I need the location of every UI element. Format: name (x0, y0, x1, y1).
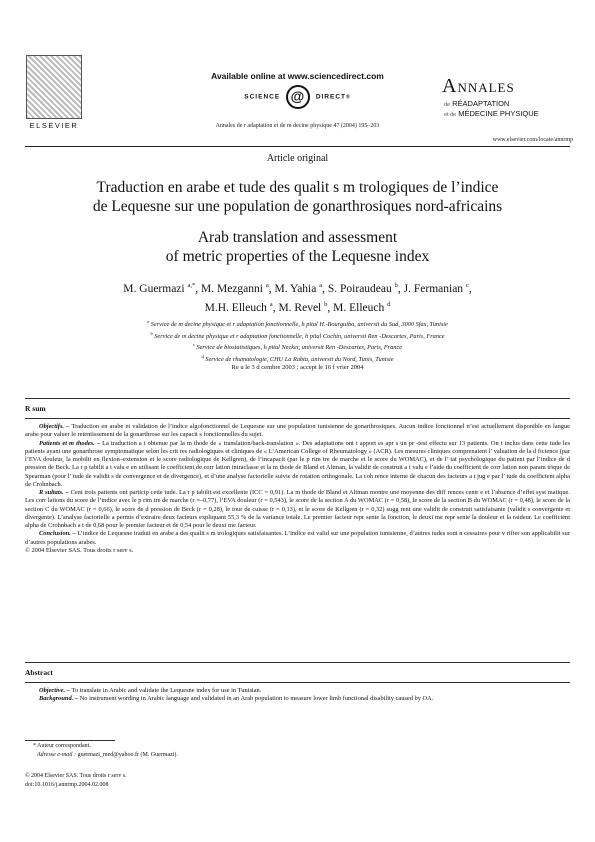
doi-link[interactable]: doi:10.1016/j.annrmp.2004.02.008 (25, 781, 109, 788)
resume-conclusion: Conclusion. – L’indice de Lequesne traduit en arabe a des qualit s m trologiques satisfaisantes. L’indice est valid sur une population tunisienne, d’autres tudes sont n cessaires pour v rifier son applicabilit sur d’autres populations arabes. (25, 530, 570, 546)
journal-url-link[interactable]: www.elsevier.com/locate/annrmp (492, 137, 573, 143)
journal-logo-title: ANNALES (442, 75, 515, 97)
corresponding-author-note: * Auteur correspondant. (33, 743, 91, 749)
author[interactable]: S. Poiraudeau $^b$ (327, 282, 398, 295)
email-link[interactable]: guermazi_med@yahoo.fr (M. Guermazi). (76, 751, 178, 758)
article-type: Article original (266, 153, 329, 164)
title-english: Arab translation and assessment of metric properties of the Lequesne index (165, 229, 430, 265)
sd-at-icon: @ (286, 85, 310, 109)
affiliation: $^a$ Service de m decine physique et r adaptation fonctionnelle, h pital H.-Bourguiba, universit du Sud, 3000 Sfax, Tunisie (147, 319, 448, 329)
available-online-text[interactable]: Available online at www.sciencedirect.com (211, 71, 384, 81)
journal-logo (430, 75, 570, 130)
email-note: Adresse e-mail : guermazi_med@yahoo.fr (M. Guermazi). (37, 751, 178, 758)
affiliation-list (40, 318, 555, 365)
author[interactable]: M. Revel $^b$ (278, 300, 328, 314)
author-list: M. Guermazi $^{a,*}$, M. Mezganni $^a$, M. Yahia $^a$, S. Poiraudeau $^b$, J. Fermanian $^c$, M.H. Elleuch $^a$, M. Revel $^b$, M. Elleuch $^d$ (123, 282, 472, 314)
sd-left-word: SCIENCE (244, 93, 281, 101)
bottom-info (25, 772, 325, 789)
title-french: Traduction en arabe et tude des qualit s m trologiques de l’indice de Lequesne sur une population de gonarthrosiques nord-africains (92, 179, 503, 215)
author[interactable]: M. Guermazi $^{a,*}$ (123, 282, 196, 295)
author[interactable]: J. Fermanian $^c$ (403, 282, 469, 295)
resume-heading: R sum (25, 404, 46, 413)
received-dates: Re u le 3 d cembre 2003 ; accept le 16 f vrier 2004 (231, 364, 364, 371)
abstract-body (25, 687, 570, 704)
resume-methodes: Patients et m thodes. – La traduction a t obtenue par la m thode de « translation/back-translation ». Des adaptations ont t apport es apr s un pr -test effectu sur 13 patients. On t inclus dans cette tude les patients ayant une gonarthrose symptomatique selon les crit res radiologiques et cliniques de « L’American College of Rheumatology » (ACR). Les mesures cliniques comprenaient l’ valuation de la d ficience (par l’EVA douleur, la mobilit en flexion–extension et le score radiologique de Kellgren), de l’incapacit (par le p rim tre de marche et le score du WOMAC), et de l’ tat psychologique du patient par l’indice de d pression de Beck. La r p tabilit a t valu e en utilisant le coefficient de corr lation intraclasse et la m thode de Bland et Altman, la validit de construit a t valu e l’aide du coefficient de corr lation non param trique de Spearman (pour l’ tude de validit s de convergence et de divergence), et d’une analyse factorielle suivie de rotation orthogonale. La coh rence interne de chacun des facteurs a t jug e par l’ tude du coefficient alpha de Crohnbach. (25, 439, 571, 488)
resume-top-rule (25, 398, 570, 399)
affiliation: $^b$ Service de m decine physique et r adaptation fonctionnelle, h pital Cochin, universit Ren -Descartes, Paris, France (150, 330, 445, 340)
abstract-heading: Abstract (25, 668, 53, 677)
footnote-rule (25, 740, 115, 741)
affiliation: $^c$ Service de biostatistiques, h pital Necker, universit Ren -Descartes, Paris, France (192, 342, 403, 352)
sd-right-word: DIRECT (315, 93, 347, 101)
resume-objectifs: Objectifs. – Traduction en arabe et validation de l’indice algofonctionnel de Lequesne sur une population tunisienne de gonarthrosiques. Aucun indice fonctionnel n’est actuellement disponible en langue arabe pour valuer le retentissement de la gonarthrose sur les capacit s fonctionnelles du sujet. (25, 423, 570, 439)
abstract-top-rule (25, 662, 570, 663)
elsevier-wordmark: ELSEVIER (29, 121, 79, 130)
author[interactable]: M. Yahia $^a$ (274, 282, 323, 295)
abstract-heading-rule (25, 682, 570, 683)
affiliation: $^d$ Service de rhumatologie, CHU La Rabta, universit du Nord, Tunis, Tunisie (201, 354, 394, 364)
resume-copyright: © 2004 Elsevier SAS. Tous droits r serv s. (25, 546, 134, 554)
sciencedirect-logo[interactable]: SCIENCE @ DIRECT® (0, 85, 595, 109)
abstract-objective: Objective. – To translate in Arabic and validate the Lequesne index for use in Tunisian. (39, 687, 262, 694)
journal-logo-line1: de RÉADAPTATION (444, 99, 510, 108)
author[interactable]: M.H. Elleuch $^a$ (204, 300, 273, 314)
resume-resultats: R sultats. – Cent trois patients ont particip cette tude. La r p tabilit est excellente (ICC = 0,91). La m thode de Bland et Altman montre une moyenne des diff rences centr e et l’absence d’effet syst matique. Les corr lations du score de l’indice avec le p rim tre de marche (r =–0,77), l’EVA douleur (r = 0,543), le score de la section A du WOMAC (r = 0,58), le score de la section B du WOMAC (r = 0,48), le score de la section C du WOMAC (r = 0,66), le score de d pression de Beck (r = 0,28), le tour de cuisse (r = 0,13), et le score de Kellgren (r = 0,32) sugg rent une validit de construit satisfaisante (validit s convergente et divergente). L’analyse factorielle a permis d’extraire deux facteurs expliquant 55,3 % de la variance totale. Le premier facteur repr sente la fonction, le deuxi me repr sente la douleur et la raideur. Le coefficient alpha de Crohnbach a t de 0,68 pour le premier facteur et de 0,54 pour le deuxi me facteur. (25, 489, 570, 529)
author[interactable]: M. Elleuch $^d$ (333, 300, 391, 314)
abstract-background: Background. – No instrument wording in Arabic language and validated in an Arab population to measure lower limb functional disability caused by OA. (39, 695, 434, 703)
header-divider (25, 146, 570, 147)
resume-body (25, 423, 570, 555)
bottom-copyright: © 2004 Elsevier SAS. Tous droits r serv s. (25, 773, 127, 779)
author[interactable]: M. Mezganni $^a$ (201, 282, 269, 295)
footnotes (25, 742, 275, 759)
resume-heading-rule (25, 418, 570, 419)
journal-reference: Annales de r adaptation et de m decine physique 47 (2004) 195–203 (215, 123, 380, 129)
journal-logo-line2: et de MÉDECINE PHYSIQUE (444, 109, 539, 118)
